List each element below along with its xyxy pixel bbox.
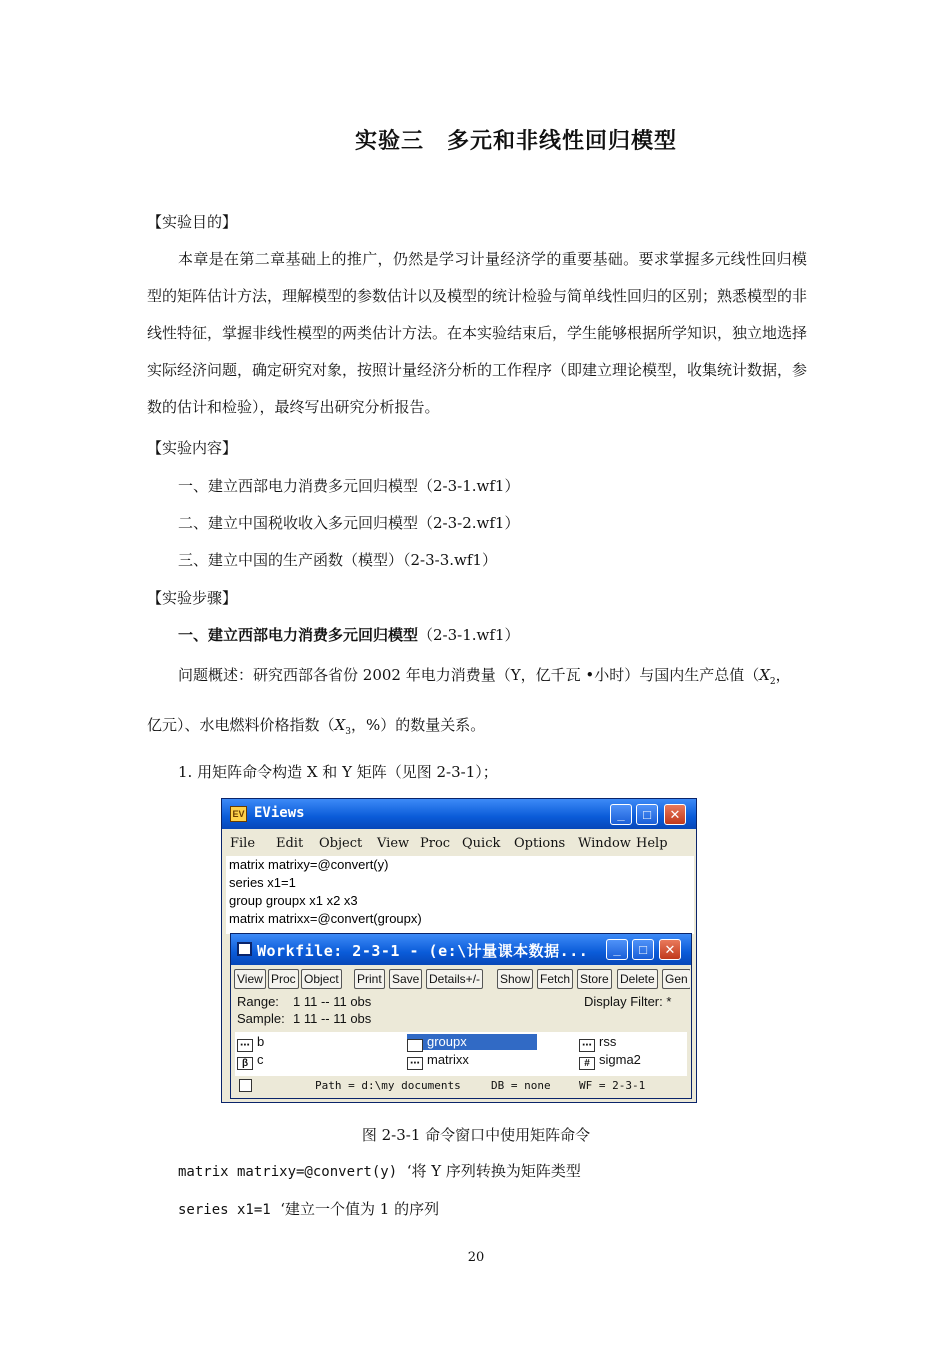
minimize-icon[interactable]: _ xyxy=(610,804,632,825)
object-label: sigma2 xyxy=(599,1052,641,1067)
section-title-file: （2-3-1.wf1） xyxy=(418,626,520,644)
menu-file[interactable]: File xyxy=(230,836,256,851)
eviews-titlebar[interactable] xyxy=(222,799,696,829)
problem-line-1 xyxy=(178,664,791,687)
genr-button[interactable]: Gen xyxy=(662,969,690,989)
workfile-toolbar xyxy=(234,969,690,991)
menu-edit[interactable]: Edit xyxy=(276,836,304,851)
print-button[interactable]: Print xyxy=(354,969,385,989)
code-text: series x1=1 xyxy=(178,1202,271,1218)
command-line[interactable]: group groupx x1 x2 x3 xyxy=(229,893,358,908)
problem-line-2 xyxy=(147,714,485,737)
section-title xyxy=(178,624,520,645)
problem-text-2a: 亿元）、水电燃料价格指数（ xyxy=(147,716,335,734)
steps-heading: 【实验步骤】 xyxy=(147,589,238,607)
display-filter[interactable]: Display Filter: * xyxy=(584,994,672,1009)
workfile-title: Workfile: 2-3-1 - (e:\计量课本数据... xyxy=(257,942,589,960)
menu-proc[interactable]: Proc xyxy=(420,836,451,851)
minimize-icon[interactable]: _ xyxy=(606,939,628,960)
content-item-2: 二、建立中国税收收入多元回归模型（2-3-2.wf1） xyxy=(178,514,520,532)
workfile-titlebar[interactable] xyxy=(231,934,691,965)
fetch-button[interactable]: Fetch xyxy=(537,969,573,989)
close-icon[interactable]: ✕ xyxy=(664,804,686,825)
command-line[interactable]: matrix matrixx=@convert(groupx) xyxy=(229,911,422,926)
menu-object[interactable]: Object xyxy=(319,836,363,851)
page-number: 20 xyxy=(467,1250,485,1265)
object-label: rss xyxy=(599,1034,617,1049)
problem-sub-2: 2 xyxy=(769,677,776,687)
delete-button[interactable]: Delete xyxy=(617,969,658,989)
menu-quick[interactable]: Quick xyxy=(462,836,501,851)
object-label: c xyxy=(257,1052,264,1067)
workfile-info xyxy=(235,994,687,1030)
view-button[interactable]: View xyxy=(234,969,266,989)
menu-view[interactable]: View xyxy=(377,836,410,851)
store-button[interactable]: Store xyxy=(577,969,612,989)
object-sigma2[interactable] xyxy=(579,1052,641,1068)
problem-var-x2: X xyxy=(759,666,770,684)
content-heading: 【实验内容】 xyxy=(147,439,238,457)
sample-label: Sample: xyxy=(237,1011,285,1026)
status-checkbox[interactable] xyxy=(239,1079,252,1092)
object-matrixx[interactable] xyxy=(407,1052,469,1068)
status-bar xyxy=(233,1076,689,1096)
problem-text-1b: ， xyxy=(775,666,791,684)
group-icon: G xyxy=(407,1039,423,1052)
save-button[interactable]: Save xyxy=(389,969,422,989)
object-list xyxy=(235,1032,687,1076)
range-value[interactable]: 1 11 -- 11 obs xyxy=(293,994,372,1009)
object-button[interactable]: Object xyxy=(301,969,342,989)
scalar-icon: ⋯ xyxy=(579,1039,595,1052)
menu-window[interactable]: Window xyxy=(578,836,631,851)
range-label: Range: xyxy=(237,994,279,1009)
status-path: Path = d:\my documents xyxy=(315,1079,461,1092)
object-label: groupx xyxy=(427,1034,467,1049)
code-text: matrix matrixy=@convert(y) xyxy=(178,1164,398,1180)
problem-sub-3: 3 xyxy=(345,727,351,737)
content-item-1: 一、建立西部电力消费多元回归模型（2-3-1.wf1） xyxy=(178,477,520,495)
code-line-1 xyxy=(178,1160,581,1181)
section-title-bold: 一、建立西部电力消费多元回归模型 xyxy=(178,626,419,644)
code-comment: ‘建立一个值为 1 的序列 xyxy=(280,1200,440,1218)
purpose-paragraph: 本章是在第二章基础上的推广，仍然是学习计量经济学的重要基础。要求掌握多元线性回归模型的矩阵估计方法，理解模型的参数估计以及模型的统计检验与简单线性回归的区别；熟悉模型的非线性特征，掌握非线性模型的两类估计方法。在本实验结束后，学生能够根据所学知识，独立地选择实际经济问题，确定研究对象，按照计量经济分析的工作程序（即建立理论模型，收集统计数据，参数的估计和检验），最终写出研究分析报告。 xyxy=(147,250,808,416)
menu-options[interactable]: Options xyxy=(514,836,566,851)
command-window[interactable] xyxy=(226,856,694,934)
eviews-window xyxy=(221,798,697,1103)
object-c[interactable] xyxy=(237,1052,264,1068)
step-1: 1. 用矩阵命令构造 X 和 Y 矩阵（见图 2-3-1）； xyxy=(178,763,498,781)
eviews-app-icon: EV xyxy=(230,806,247,822)
status-wf: WF = 2-3-1 xyxy=(579,1079,646,1092)
object-b[interactable] xyxy=(237,1034,264,1050)
problem-text-1a: 问题概述：研究西部各省份 2002 年电力消费量（Y，亿千瓦 •小时）与国内生产总值（ xyxy=(178,666,760,684)
maximize-icon[interactable]: □ xyxy=(632,939,654,960)
coef-icon: β xyxy=(237,1057,253,1070)
sample-value[interactable]: 1 11 -- 11 obs xyxy=(293,1011,372,1026)
command-line[interactable]: matrix matrixy=@convert(y) xyxy=(229,857,389,872)
problem-var-x3: X xyxy=(334,716,346,734)
object-groupx[interactable] xyxy=(407,1034,537,1050)
close-icon[interactable]: ✕ xyxy=(659,939,681,960)
menu-help[interactable]: Help xyxy=(636,836,668,851)
hash-icon: # xyxy=(579,1057,595,1070)
content-item-3: 三、建立中国的生产函数（模型）（2-3-3.wf1） xyxy=(178,551,497,569)
vector-icon: ⋯ xyxy=(237,1039,253,1052)
object-label: b xyxy=(257,1034,265,1049)
menu-bar xyxy=(222,832,696,854)
problem-text-2b: ，%）的数量关系。 xyxy=(350,716,486,734)
command-line[interactable]: series x1=1 xyxy=(229,875,296,890)
workfile-icon xyxy=(237,942,252,956)
matrix-icon: ⋯ xyxy=(407,1057,423,1070)
eviews-title: EViews xyxy=(254,805,305,821)
code-comment: ‘将 Y 序列转换为矩阵类型 xyxy=(406,1162,581,1180)
workfile-window xyxy=(230,933,692,1099)
status-db: DB = none xyxy=(491,1079,551,1092)
page-title: 实验三 多元和非线性回归模型 xyxy=(354,129,677,154)
proc-button[interactable]: Proc xyxy=(268,969,299,989)
figure-caption: 图 2-3-1 命令窗口中使用矩阵命令 xyxy=(361,1126,591,1144)
code-line-2 xyxy=(178,1198,439,1219)
details-button[interactable]: Details+/- xyxy=(426,969,483,989)
object-rss[interactable] xyxy=(579,1034,616,1050)
object-label: matrixx xyxy=(427,1052,469,1067)
purpose-heading: 【实验目的】 xyxy=(147,213,238,231)
show-button[interactable]: Show xyxy=(497,969,533,989)
maximize-icon[interactable]: □ xyxy=(636,804,658,825)
